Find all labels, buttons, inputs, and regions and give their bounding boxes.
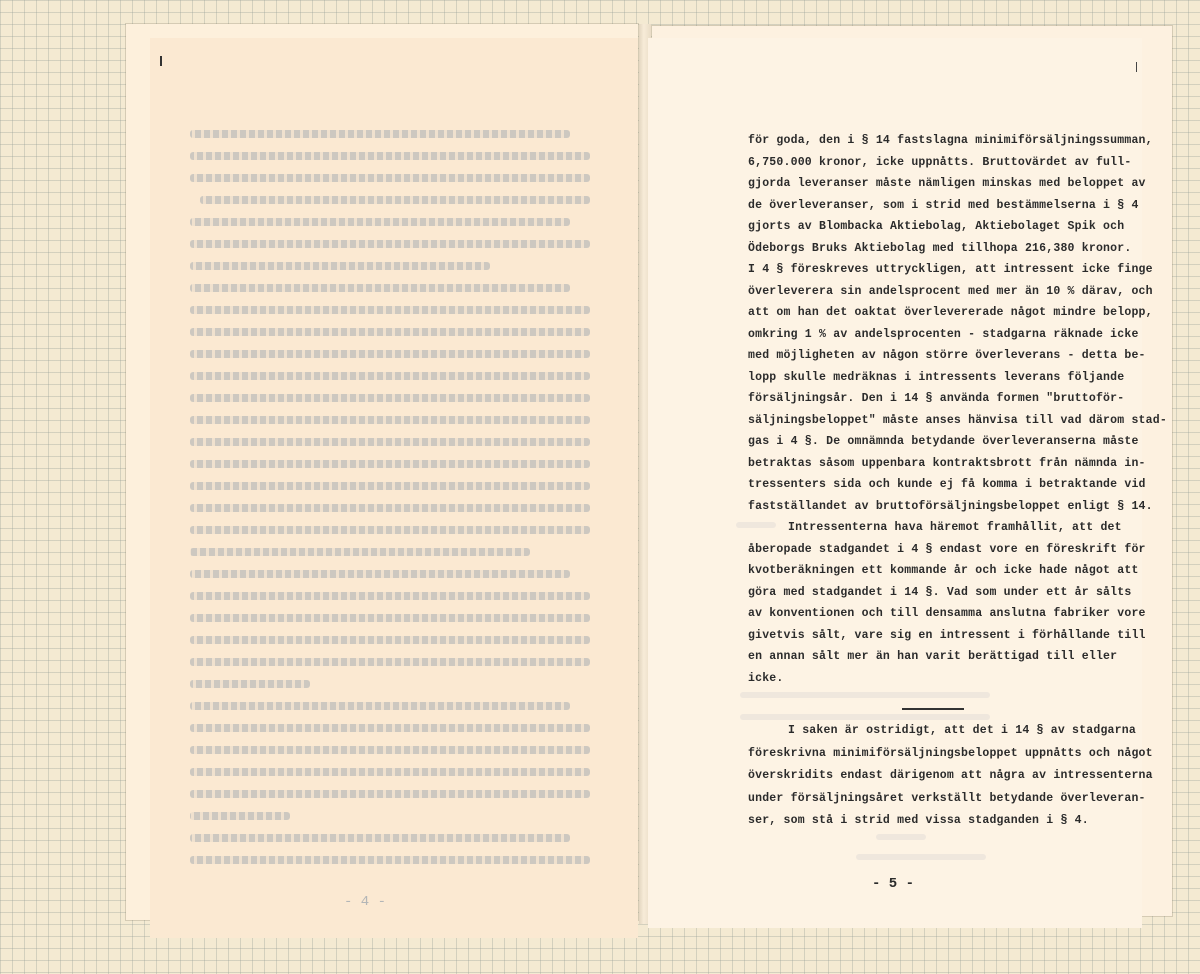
text-line: de överleveranser, som i strid med bestämmelserna i § 4	[748, 198, 1139, 212]
text-line: föreskrivna minimiförsäljningsbeloppet uppnåtts och något	[748, 746, 1153, 760]
right-page-number: - 5 -	[872, 876, 915, 892]
text-line: överleverera sin andelsprocent med mer än 10 % därav, och	[748, 284, 1153, 298]
text-line: icke.	[748, 671, 784, 685]
left-page-number: - 4 -	[344, 894, 387, 910]
text-line: gjorts av Blombacka Aktiebolag, Aktiebolaget Spik och	[748, 220, 1125, 233]
section-divider	[902, 708, 964, 710]
text-line: försäljningsår. Den i 14 § använda formen "bruttoför-	[748, 392, 1125, 405]
body-paragraph-3	[748, 720, 1153, 833]
text-line: åberopade stadgandet i 4 § endast vore en föreskrift för	[748, 542, 1146, 556]
text-line: under försäljningsåret verkställt betydande överleveran-	[748, 791, 1146, 805]
text-line: lopp skulle medräknas i intressents leverans följande	[748, 370, 1125, 384]
text-line: för goda, den i § 14 fastslagna minimiförsäljningssumman,	[748, 134, 1153, 147]
text-line: givetvis sålt, vare sig en intressent i förhållande till	[748, 628, 1146, 642]
text-line: tressenters sida och kunde ej få komma i betraktande vid	[748, 478, 1146, 491]
margin-mark-right	[1136, 62, 1137, 72]
text-line: betraktas såsom uppenbara kontraktsbrott från nämnda in-	[748, 456, 1146, 470]
text-line: att om han det oaktat överlevererade något mindre belopp,	[748, 306, 1153, 319]
text-line: Intressenterna hava häremot framhållit, att det	[788, 521, 1122, 534]
text-line: överskridits endast därigenom att några av intressenterna	[748, 769, 1153, 782]
text-line: gjorda leveranser måste nämligen minskas med beloppet av	[748, 177, 1146, 190]
text-line: göra med stadgandet i 14 §. Vad som under ett år sålts	[748, 585, 1132, 599]
text-line: med möjligheten av någon större överleverans - detta be-	[748, 349, 1146, 362]
text-line: fastställandet av bruttoförsäljningsbeloppet enligt § 14.	[748, 499, 1153, 513]
margin-mark-left	[160, 56, 162, 66]
text-line: Ödeborgs Bruks Aktiebolag med tillhopa 216,380 kronor.	[748, 241, 1132, 255]
text-line: kvotberäkningen ett kommande år och icke hade något att	[748, 564, 1139, 577]
text-line: ser, som stå i strid med vissa stadganden i § 4.	[748, 814, 1089, 827]
body-paragraph-2	[748, 517, 1148, 689]
text-line: en annan sålt mer än han varit berättigad till eller	[748, 650, 1118, 663]
text-line: 6,750.000 kronor, icke uppnåtts. Bruttovärdet av full-	[748, 155, 1132, 169]
text-line: omkring 1 % av andelsprocenten - stadgarna räknade icke	[748, 327, 1139, 341]
text-line: säljningsbeloppet" måste anses hänvisa till vad därom stad-	[748, 413, 1167, 427]
text-line: gas i 4 §. De omnämnda betydande överleveranserna måste	[748, 435, 1139, 448]
text-line: av konventionen och till densamma anslutna fabriker vore	[748, 607, 1146, 620]
body-paragraph-1	[748, 130, 1167, 517]
text-line: I 4 § föreskreves uttryckligen, att intressent icke finge	[748, 263, 1153, 276]
text-line: I saken är ostridigt, att det i 14 § av stadgarna	[788, 724, 1136, 737]
